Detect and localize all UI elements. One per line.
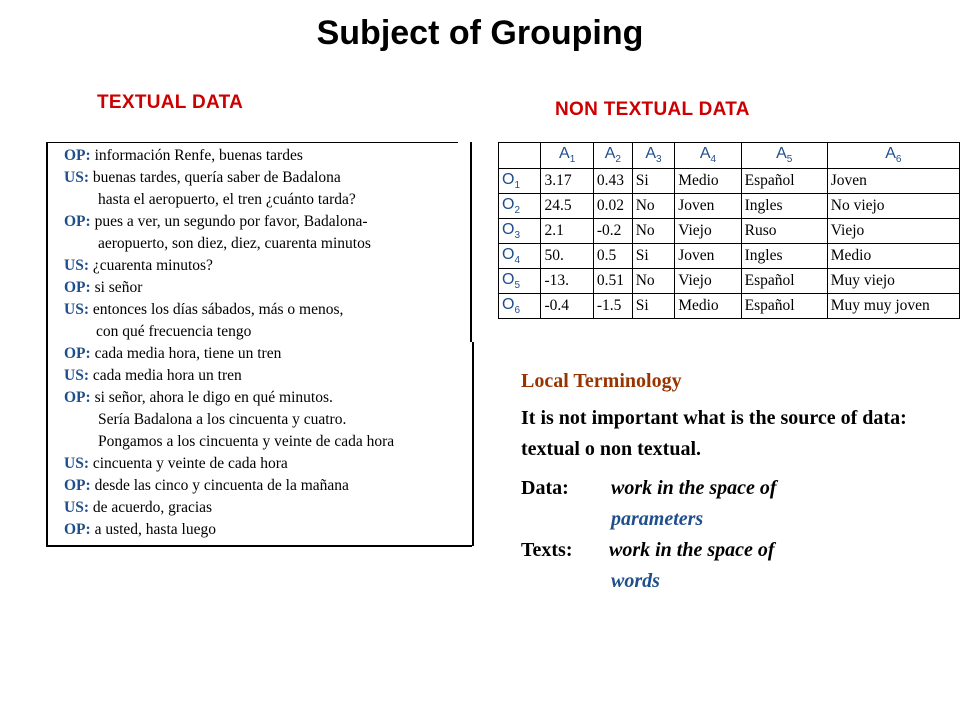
- table-row: [499, 219, 960, 244]
- table-cell: 2.1: [541, 219, 593, 244]
- object-symbol: O: [502, 195, 515, 213]
- object-label-cell: [499, 169, 541, 194]
- table-cell: 0.5: [593, 244, 632, 269]
- texts-definition-continuation: words: [611, 570, 660, 592]
- dialogue-line: [98, 191, 356, 209]
- speaker-label: OP:: [64, 213, 91, 230]
- data-definition-text: work in the space of: [611, 477, 777, 499]
- object-index: 3: [514, 230, 521, 242]
- table-cell: Ingles: [741, 194, 827, 219]
- speaker-label: OP:: [64, 521, 91, 538]
- object-symbol: O: [502, 295, 515, 313]
- speaker-label: US:: [64, 301, 89, 318]
- table-cell: No: [632, 219, 674, 244]
- table-row: [499, 169, 960, 194]
- utterance-text: aeropuerto, son diez, diez, cuarenta minutos: [98, 235, 371, 252]
- attribute-symbol: A: [559, 145, 570, 163]
- box-top-edge: [46, 142, 458, 143]
- attribute-index: 3: [656, 154, 662, 166]
- table-cell: 0.02: [593, 194, 632, 219]
- non-textual-data-table: [498, 142, 960, 319]
- slide-title: Subject of Grouping: [316, 14, 644, 52]
- table-cell: -0.4: [541, 294, 593, 319]
- table-cell: 0.43: [593, 169, 632, 194]
- utterance-text: hasta el aeropuerto, el tren ¿cuánto tarda?: [98, 191, 356, 208]
- attribute-index: 6: [895, 154, 902, 166]
- table-cell: Joven: [827, 169, 959, 194]
- table-cell: Español: [741, 269, 827, 294]
- table-cell: Medio: [827, 244, 959, 269]
- table-cell: Si: [632, 294, 674, 319]
- table-cell: Ruso: [741, 219, 827, 244]
- object-label-cell: [499, 269, 541, 294]
- speaker-label: OP:: [64, 389, 91, 406]
- object-label-cell: [499, 219, 541, 244]
- utterance-text: Sería Badalona a los cincuenta y cuatro.: [98, 411, 347, 428]
- dialogue-line: [96, 323, 251, 341]
- object-label-cell: [499, 194, 541, 219]
- table-row: [499, 294, 960, 319]
- utterance-text: cada media hora, tiene un tren: [94, 345, 282, 362]
- utterance-text: con qué frecuencia tengo: [96, 323, 252, 340]
- table-cell: Ingles: [741, 244, 827, 269]
- box-bottom-edge: [46, 545, 472, 547]
- table-cell: -0.2: [593, 219, 632, 244]
- table-cell: 3.17: [541, 169, 593, 194]
- object-label-cell: [499, 294, 541, 319]
- utterance-text: de acuerdo, gracias: [92, 499, 213, 516]
- speaker-label: OP:: [64, 345, 91, 362]
- texts-definition: [521, 535, 941, 566]
- object-index: 6: [514, 305, 521, 317]
- dialogue-transcript-box: [46, 142, 470, 546]
- dialogue-line: [98, 433, 394, 451]
- utterance-text: cada media hora un tren: [92, 367, 242, 384]
- attribute-index: 1: [569, 154, 576, 166]
- data-definition-continuation: parameters: [611, 508, 704, 530]
- table-cell: Español: [741, 294, 827, 319]
- data-definition: [521, 473, 941, 504]
- data-label: Data:: [521, 477, 569, 499]
- table-cell: Si: [632, 169, 674, 194]
- utterance-text: pues a ver, un segundo por favor, Badalona-: [94, 213, 368, 230]
- table-cell: Viejo: [675, 219, 741, 244]
- dialogue-line: [64, 147, 303, 165]
- object-symbol: O: [502, 170, 515, 188]
- utterance-text: si señor, ahora le digo en qué minutos.: [94, 389, 333, 406]
- utterance-text: cincuenta y veinte de cada hora: [92, 455, 288, 472]
- attribute-header: [675, 143, 741, 169]
- dialogue-line: [64, 213, 368, 231]
- dialogue-line: [64, 345, 281, 363]
- table-cell: Si: [632, 244, 674, 269]
- table-cell: Español: [741, 169, 827, 194]
- dialogue-line: [64, 389, 333, 407]
- table-cell: No viejo: [827, 194, 959, 219]
- table-row: [499, 244, 960, 269]
- dialogue-line: [64, 521, 216, 539]
- dialogue-line: [64, 301, 343, 319]
- table-cell: 24.5: [541, 194, 593, 219]
- utterance-text: Pongamos a los cincuenta y veinte de cada hora: [98, 433, 395, 450]
- box-left-edge: [46, 142, 48, 546]
- table-cell: Medio: [675, 169, 741, 194]
- dialogue-line: [64, 257, 213, 275]
- textual-data-heading: TEXTUAL DATA: [97, 92, 244, 113]
- attribute-symbol: A: [604, 145, 616, 163]
- local-terminology-section: [521, 370, 941, 597]
- texts-definition-text: work in the space of: [609, 539, 775, 561]
- attribute-index: 2: [615, 154, 621, 166]
- table-header-row: [499, 143, 960, 169]
- texts-label: Texts:: [521, 539, 573, 561]
- table-cell: Medio: [675, 294, 741, 319]
- table-cell: No: [632, 269, 674, 294]
- dialogue-line: [64, 279, 142, 297]
- attribute-header: [741, 143, 827, 169]
- object-symbol: O: [502, 245, 515, 263]
- table-cell: Muy muy joven: [827, 294, 959, 319]
- attribute-index: 4: [710, 154, 717, 166]
- dialogue-line: [98, 411, 346, 429]
- table-row: [499, 269, 960, 294]
- speaker-label: US:: [64, 257, 89, 274]
- speaker-label: US:: [64, 169, 89, 186]
- table-row: [499, 194, 960, 219]
- local-terminology-heading: Local Terminology: [521, 370, 682, 392]
- speaker-label: US:: [64, 367, 89, 384]
- table-cell: 0.51: [593, 269, 632, 294]
- utterance-text: ¿cuarenta minutos?: [92, 257, 213, 274]
- box-right-edge-upper: [470, 142, 472, 342]
- table-cell: Muy viejo: [827, 269, 959, 294]
- table-cell: 50.: [541, 244, 593, 269]
- utterance-text: buenas tardes, quería saber de Badalona: [92, 169, 341, 186]
- object-index: 1: [514, 180, 521, 192]
- utterance-text: a usted, hasta luego: [94, 521, 216, 538]
- object-index: 4: [514, 255, 521, 267]
- dialogue-line: [64, 477, 349, 495]
- speaker-label: OP:: [64, 279, 91, 296]
- object-label-cell: [499, 244, 541, 269]
- table-cell: -1.5: [593, 294, 632, 319]
- attribute-index: 5: [786, 154, 793, 166]
- attribute-header: [632, 143, 674, 169]
- table-cell: -13.: [541, 269, 593, 294]
- table-cell: Viejo: [675, 269, 741, 294]
- speaker-label: OP:: [64, 477, 91, 494]
- object-symbol: O: [502, 270, 515, 288]
- table-cell: Joven: [675, 194, 741, 219]
- utterance-text: entonces los días sábados, más o menos,: [92, 301, 344, 318]
- corner-cell: [499, 143, 541, 169]
- speaker-label: US:: [64, 455, 89, 472]
- attribute-header: [541, 143, 593, 169]
- dialogue-line: [64, 169, 341, 187]
- speaker-label: OP:: [64, 147, 91, 164]
- dialogue-line: [64, 455, 288, 473]
- utterance-text: si señor: [94, 279, 143, 296]
- attribute-header: [827, 143, 959, 169]
- attribute-header: [593, 143, 632, 169]
- local-terminology-paragraph: It is not important what is the source of data: textual o non textual.: [521, 407, 907, 460]
- dialogue-line: [98, 235, 371, 253]
- attribute-symbol: A: [645, 145, 657, 163]
- utterance-text: desde las cinco y cincuenta de la mañana: [94, 477, 349, 494]
- non-textual-data-heading: NON TEXTUAL DATA: [555, 99, 750, 120]
- table-cell: Joven: [675, 244, 741, 269]
- object-index: 2: [514, 205, 521, 217]
- speaker-label: US:: [64, 499, 89, 516]
- object-symbol: O: [502, 220, 515, 238]
- attribute-symbol: A: [699, 145, 711, 163]
- dialogue-line: [64, 367, 242, 385]
- box-right-edge-lower: [472, 342, 474, 546]
- table-cell: No: [632, 194, 674, 219]
- table-cell: Viejo: [827, 219, 959, 244]
- utterance-text: información Renfe, buenas tardes: [94, 147, 303, 164]
- attribute-symbol: A: [885, 145, 896, 163]
- dialogue-line: [64, 499, 212, 517]
- object-index: 5: [514, 280, 521, 292]
- attribute-symbol: A: [776, 145, 787, 163]
